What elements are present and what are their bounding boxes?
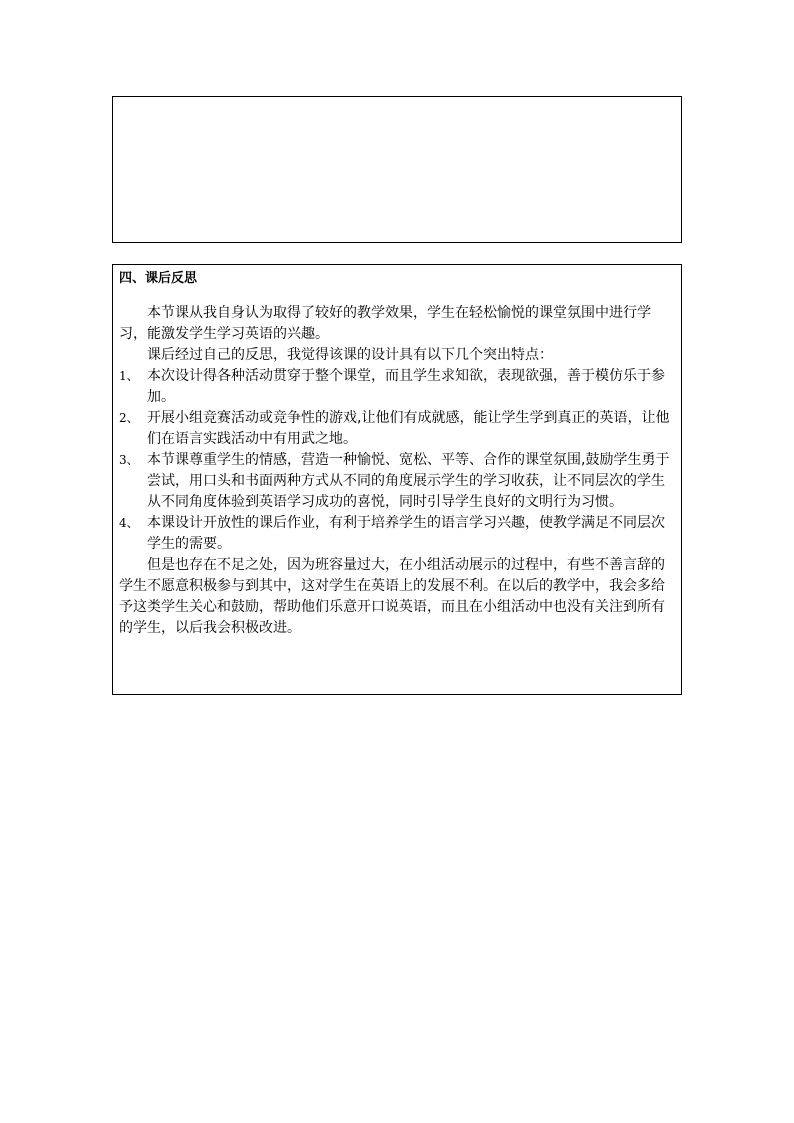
list-item-text: 本课设计开放性的课后作业，有利于培养学生的语言学习兴趣，使教学满足不同层次学生的需要。 — [147, 515, 665, 552]
reflection-section — [112, 264, 682, 695]
intro-paragraph-2: 课后经过自己的反思，我觉得该课的设计具有以下几个突出特点： — [147, 347, 553, 363]
feature-list — [119, 366, 675, 555]
empty-table-cell — [112, 96, 682, 243]
list-item-text: 本节课尊重学生的情感，营造一种愉悦、宽松、平等、合作的课堂氛围,鼓励学生勇于尝试，用口头和书面两种方式从不同的角度展示学生的学习收获，让不同层次的学生从不同角度体验到英语学习成功的喜悦，同时引导学生良好的文明行为习惯。 — [147, 452, 670, 510]
list-item — [119, 366, 675, 408]
list-item-text: 开展小组竞赛活动或竞争性的游戏,让他们有成就感，能让学生学到真正的英语，让他们在语言实践活动中有用武之地。 — [147, 410, 670, 447]
list-item-number: 3、 — [119, 453, 139, 467]
list-item — [119, 513, 675, 555]
intro-paragraph-1: 本节课从我自身认为取得了较好的教学效果，学生在轻松愉悦的课堂氛围中进行学习，能激发学生学习英语的兴趣。 — [119, 305, 651, 342]
section-heading: 四、课后反思 — [119, 271, 198, 286]
list-item-number: 2、 — [119, 411, 139, 425]
list-item-text: 本次设计得各种活动贯穿于整个课堂，而且学生求知欲，表现欲强，善于模仿乐于参加。 — [147, 368, 665, 405]
list-item — [119, 408, 675, 450]
list-item-number: 1、 — [119, 369, 139, 383]
list-item — [119, 450, 675, 513]
conclusion-paragraph: 但是也存在不足之处，因为班容量过大，在小组活动展示的过程中，有些不善言辞的学生不愿意积极参与到其中，这对学生在英语上的发展不利。在以后的教学中，我会多给予这类学生关心和鼓励，帮助他们乐意开口说英语，而且在小组活动中也没有关注到所有的学生，以后我会积极改进。 — [119, 557, 665, 636]
list-item-number: 4、 — [119, 516, 139, 530]
